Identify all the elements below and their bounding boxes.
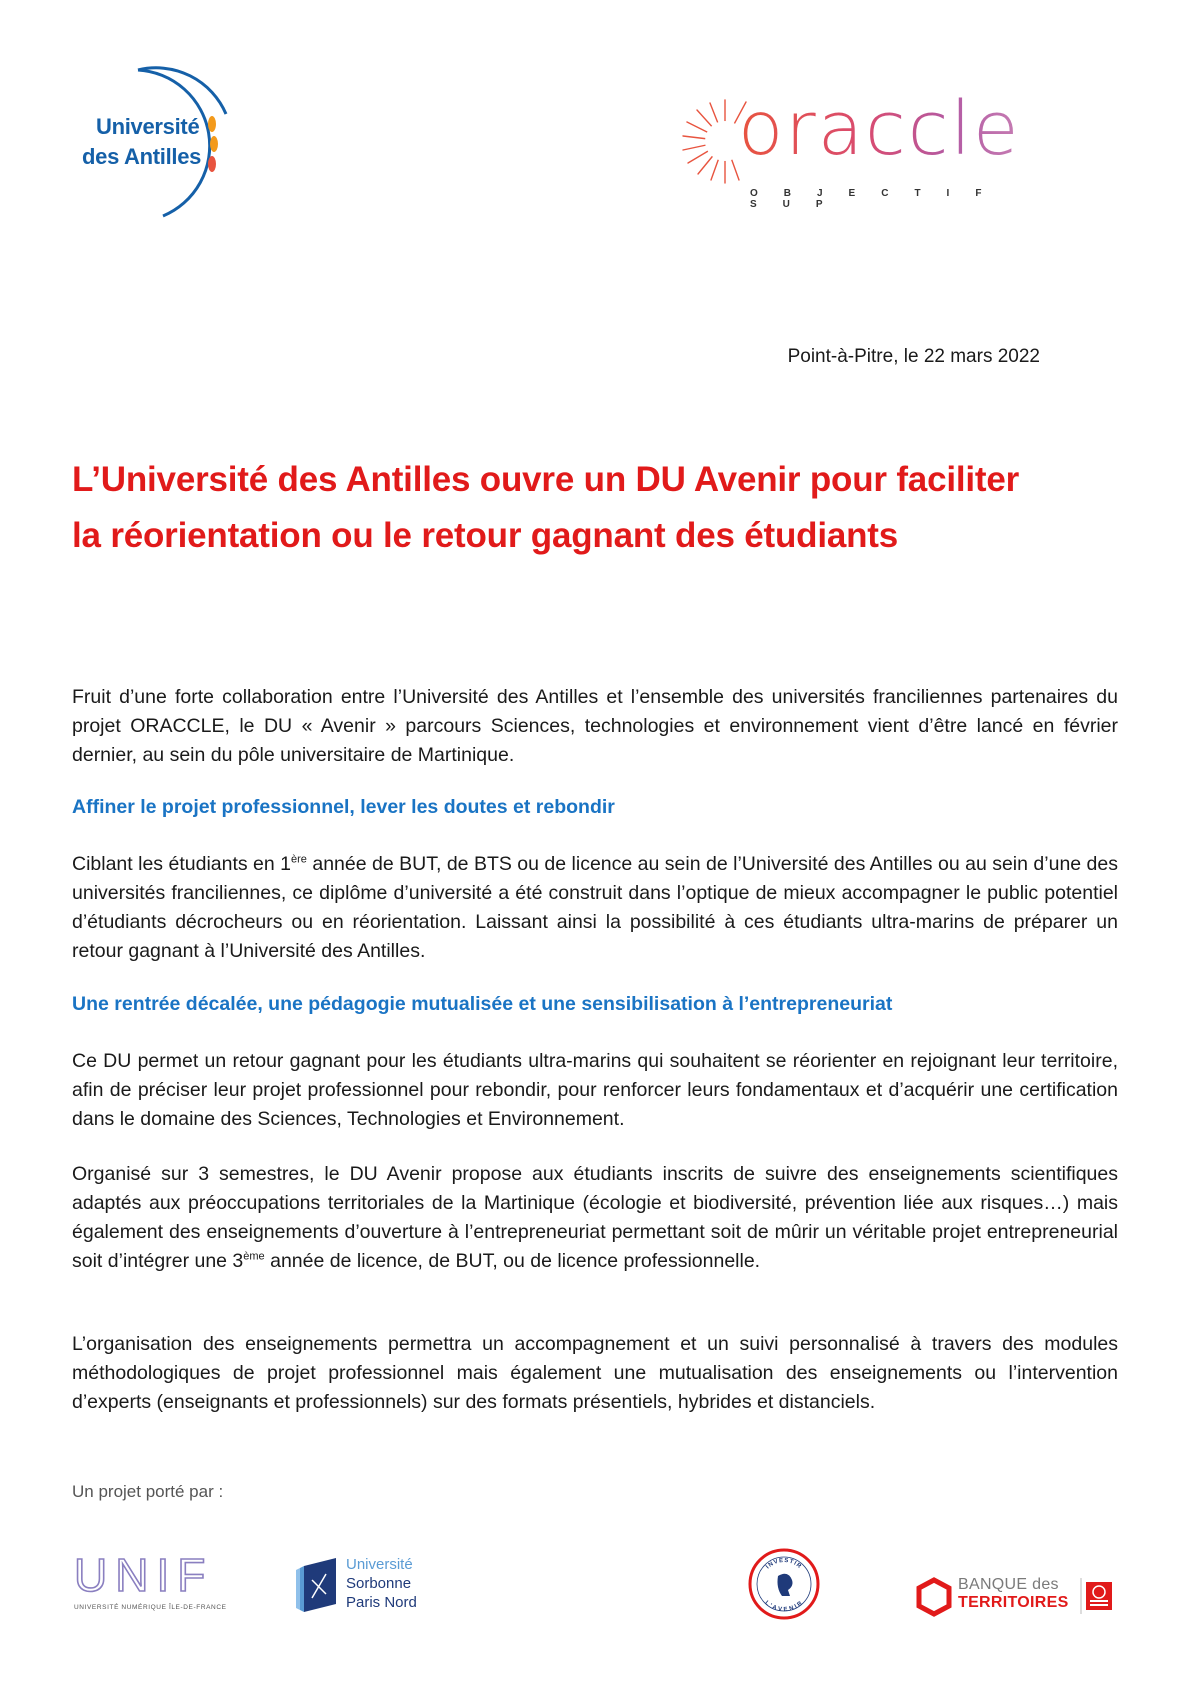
- accompagnement-paragraph: L’organisation des enseignements permettra un accompagnement et un suivi personnalisé à travers des modules méthodologiques de projet professionnel mais également une mutualisation des enseignements ou l’intervention d’experts (enseignants et professionnels) sur des formats présentiels, hybrides et distanciels.: [72, 1333, 1118, 1413]
- unif-logo: [74, 1548, 227, 1612]
- seal-top-text: INVESTIR: [765, 1557, 803, 1571]
- unif-subtitle: UNIVERSITÉ NUMÉRIQUE ÎLE-DE-FRANCE: [74, 1604, 227, 1611]
- uspn-line1: Université: [346, 1556, 413, 1573]
- target-students-paragraph: [72, 850, 1118, 966]
- caisse-des-depots-icon: [1080, 1578, 1114, 1614]
- oraccle-logo: [680, 86, 1080, 210]
- ordinal-superscript: ème: [243, 1250, 265, 1263]
- investir-l-avenir-logo: [748, 1548, 820, 1620]
- paragraph-text: année de licence, de BUT, ou de licence professionnelle.: [264, 1250, 761, 1272]
- bdt-line1: BANQUE des: [958, 1576, 1059, 1593]
- intro-paragraph: Fruit d’une forte collaboration entre l’Université des Antilles et l’ensemble des universités franciliennes partenaires du projet ORACCLE, le DU « Avenir » parcours Sciences, technologies et environnement vient d’être lancé en février dernier, au sein du pôle universitaire de Martinique.: [72, 686, 1118, 766]
- place-and-date: Point-à-Pitre, le 22 mars 2022: [787, 346, 1040, 367]
- partners-label: Un projet porté par :: [72, 1482, 224, 1501]
- uda-logo-line2: des Antilles: [82, 144, 202, 169]
- banque-des-territoires-logo: [916, 1576, 1116, 1620]
- uda-logo-line1: Université: [96, 114, 200, 139]
- uspn-line3: Paris Nord: [346, 1594, 417, 1611]
- universite-des-antilles-logo: [78, 66, 248, 226]
- organisation-semestres-paragraph: [72, 1160, 1118, 1276]
- hexagon-icon: [916, 1577, 952, 1617]
- uspn-emblem-icon: [296, 1558, 342, 1612]
- paragraph-text: année de BUT, de BTS ou de licence au sein de l’Université des Antilles ou au sein d’une des universités franciliennes, ce diplôme d’université a été construit dans l’optique de mieux accompagner le public potentiel d’étudiants décrocheurs ou en réorientation. Laissant ainsi la possibilité à ces étudiants ultra-marins de préparer un retour gagnant à l’Université des Antilles.: [72, 853, 1118, 962]
- subheading-rentree-decalee: Une rentrée décalée, une pédagogie mutualisée et une sensibilisation à l’entrepreneuriat: [72, 993, 893, 1015]
- uspn-line2: Sorbonne: [346, 1575, 412, 1592]
- paragraph-text: Ciblant les étudiants en 1: [72, 853, 292, 875]
- oraccle-tagline: OBJECTIF SUP: [750, 188, 1008, 210]
- paragraph-text: Organisé sur 3 semestres, le DU Avenir propose aux étudiants inscrits de suivre des enseignements scientifiques adaptés aux préoccupations territoriales de la Martinique (écologie et biodiversité, prévention liée aux risques…) mais également des enseignements d’ouverture à l’entrepreneuriat permettant soit de mûrir un véritable projet entrepreneurial soit d’intégrer une 3: [72, 1163, 1118, 1272]
- unif-wordmark: UNIF: [74, 1549, 214, 1601]
- subheading-projet-professionnel: Affiner le projet professionnel, lever les doutes et rebondir: [72, 796, 615, 818]
- bdt-line2: TERRITOIRES: [958, 1594, 1069, 1611]
- seal-bottom-text: L'AVENIR: [763, 1600, 805, 1614]
- page-title: L’Université des Antilles ouvre un DU Avenir pour faciliter la réorientation ou le retour gagnant des étudiants: [72, 460, 1020, 555]
- universite-sorbonne-paris-nord-logo: [296, 1556, 436, 1612]
- oraccle-wordmark: oraccle: [738, 86, 1021, 172]
- marianne-seal-icon: [748, 1548, 820, 1620]
- ordinal-superscript: ère: [291, 853, 307, 866]
- retour-gagnant-paragraph: Ce DU permet un retour gagnant pour les étudiants ultra-marins qui souhaitent se réorienter en rejoignant leur territoire, afin de préciser leur projet professionnel pour rebondir, pour renforcer leurs fondamentaux et d’acquérir une certification dans le domaine des Sciences, Technologies et Environnement.: [72, 1050, 1118, 1130]
